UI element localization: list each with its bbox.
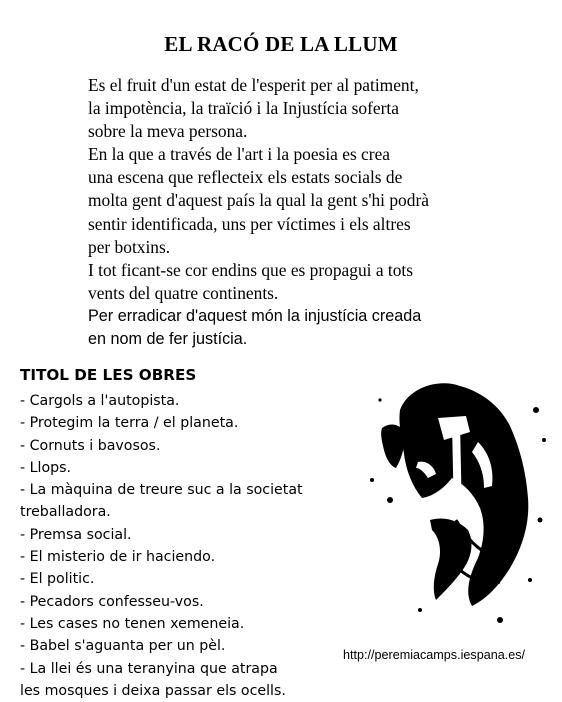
work-item: - Cornuts i bavosos. [20, 437, 161, 454]
work-item: - Les cases no tenen xemeneia. [20, 615, 245, 632]
intro-line: una escena que reflecteix els estats socials de [88, 167, 403, 188]
intro-line: la impotència, la traïció i la Injustícia soferta [88, 98, 399, 119]
artwork-image [360, 370, 556, 632]
intro-line: per botxins. [88, 236, 171, 257]
works-list [20, 390, 370, 702]
work-item: - Babel s'aguanta per un pèl. [20, 638, 226, 655]
intro-line: I tot ficant-se cor endins que es propagui a tots [88, 259, 414, 280]
work-item: treballadora. [20, 504, 111, 521]
work-item: - El politic. [20, 571, 95, 588]
intro-line: sentir identificada, uns per víctimes i els altres [88, 213, 411, 234]
work-item: - Premsa social. [20, 526, 132, 543]
intro-line: Per erradicar d'aquest món la injustícia creada [88, 306, 422, 325]
work-item: - Llops. [20, 459, 72, 476]
website-url[interactable]: http://peremiacamps.iespana.es/ [343, 648, 526, 662]
page-title: EL RACÓ DE LA LLUM [164, 32, 398, 56]
work-item: - La màquina de treure suc a la societat [20, 482, 303, 499]
intro-paragraph [88, 74, 528, 351]
work-item: - Protegim la terra / el planeta. [20, 415, 239, 432]
intro-line: sobre la meva persona. [88, 121, 248, 142]
intro-line: Es el fruit d'un estat de l'esperit per al patiment, [88, 75, 419, 95]
work-item: les mosques i deixa passar els ocells. [20, 682, 286, 699]
work-item: - La llei és una teranyina que atrapa [20, 660, 278, 677]
work-item: - Cargols a l'autopista. [20, 393, 180, 409]
works-heading: TITOL DE LES OBRES [20, 366, 197, 384]
work-item: - El misterio de ir haciendo. [20, 549, 216, 566]
intro-line: vents del quatre continents. [88, 282, 279, 303]
intro-line: En la que a través de l'art i la poesia es crea [88, 144, 391, 165]
intro-line: en nom de fer justícia. [88, 330, 248, 349]
intro-line: molta gent d'aquest país la qual la gent s'hi podrà [88, 190, 429, 211]
work-item: - Pecadors confesseu-vos. [20, 593, 204, 610]
